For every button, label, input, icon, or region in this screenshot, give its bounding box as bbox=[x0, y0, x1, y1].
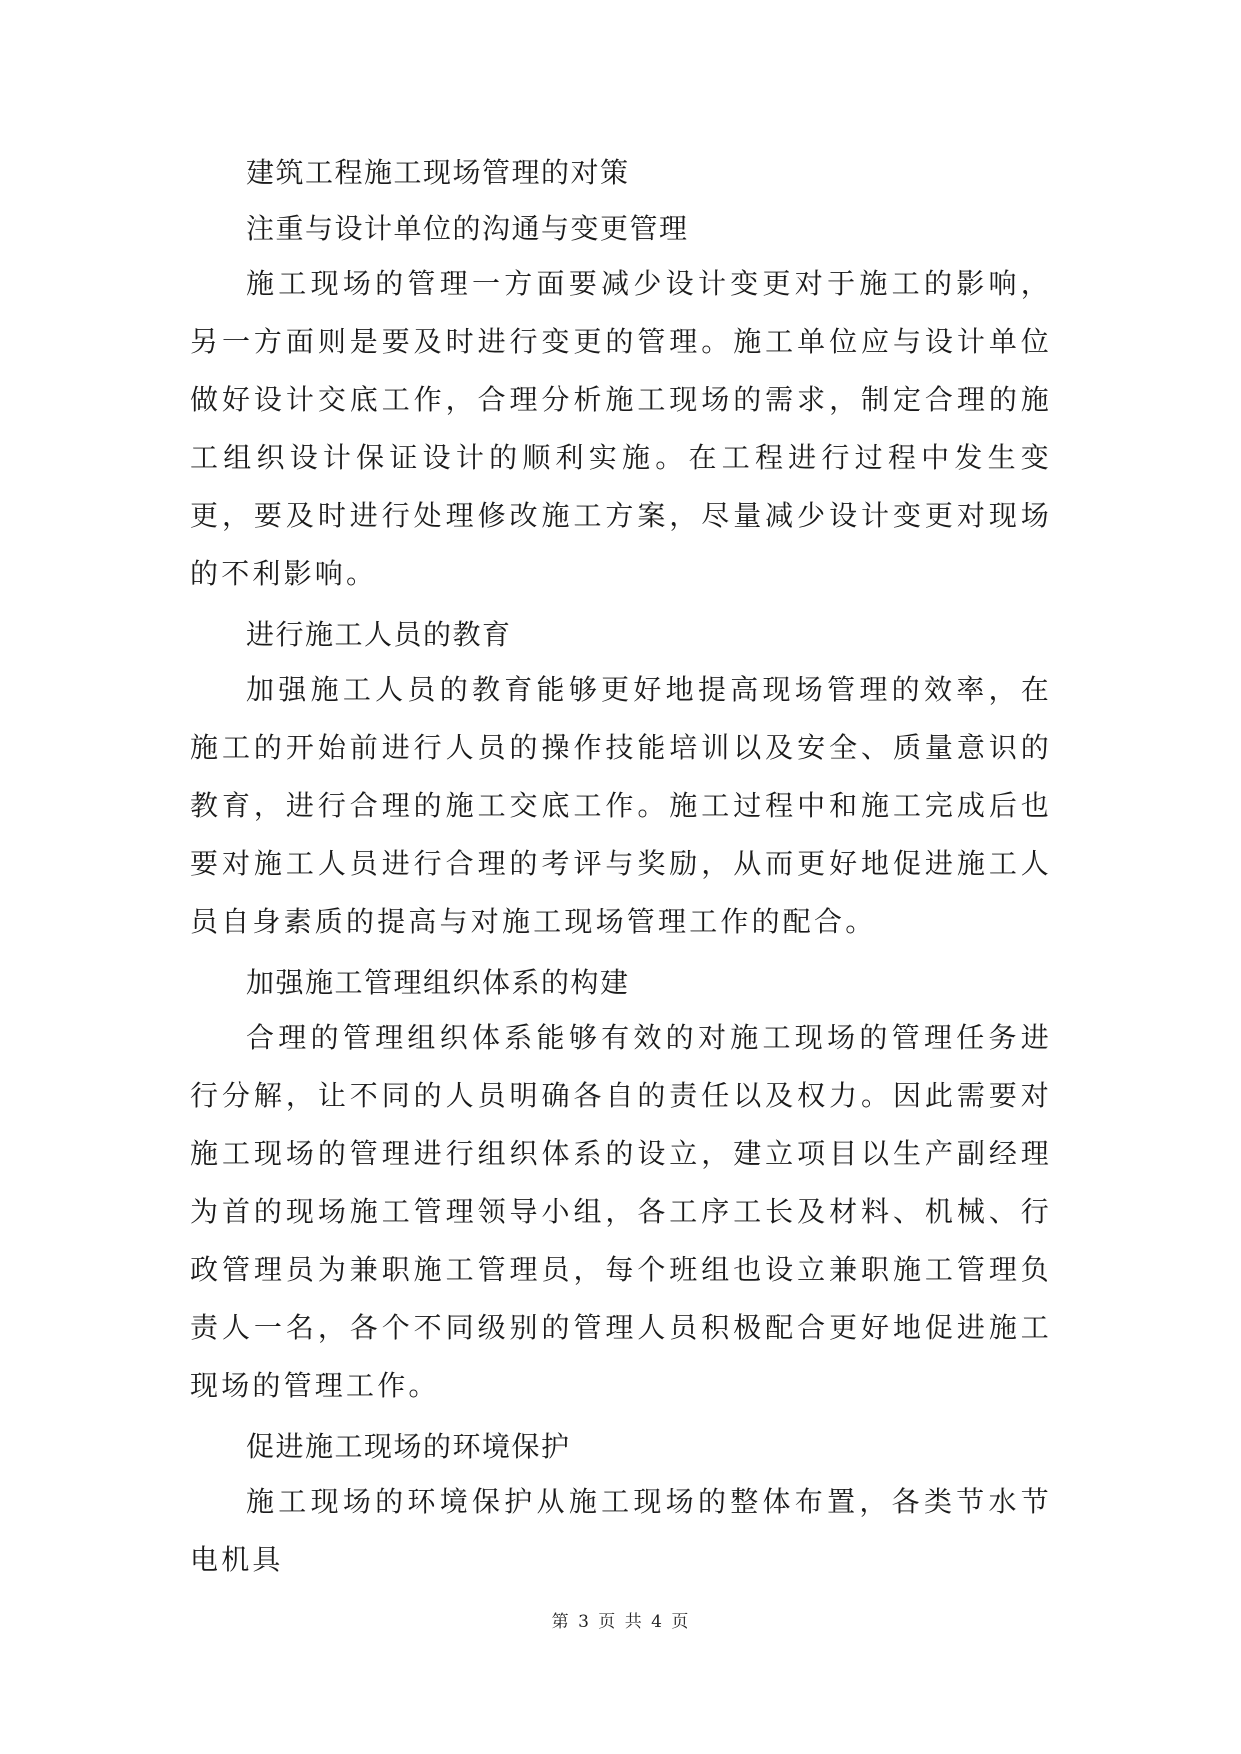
paragraph-staff-education: 加强施工人员的教育能够更好地提高现场管理的效率，在施工的开始前进行人员的操作技能培训以及安全、质量意识的教育，进行合理的施工交底工作。施工过程中和施工完成后也要对施工人员进行合理的考评与奖励，从而更好地促进施工人员自身素质的提高与对施工现场管理工作的配合。 bbox=[190, 673, 1052, 938]
section-heading-countermeasures: 建筑工程施工现场管理的对策 bbox=[246, 156, 630, 189]
paragraph-environment: 施工现场的环境保护从施工现场的整体布置，各类节水节电机具 bbox=[190, 1485, 1052, 1576]
document-body bbox=[190, 155, 1052, 1603]
paragraph-design-change: 施工现场的管理一方面要减少设计变更对于施工的影响，另一方面则是要及时进行变更的管理。施工单位应与设计单位做好设计交底工作，合理分析施工现场的需求，制定合理的施工组织设计保证设计的顺利实施。在工程进行过程中发生变更，要及时进行处理修改施工方案，尽量减少设计变更对现场的不利影响。 bbox=[190, 267, 1052, 590]
paragraph-organization: 合理的管理组织体系能够有效的对施工现场的管理任务进行分解，让不同的人员明确各自的责任以及权力。因此需要对施工现场的管理进行组织体系的设立，建立项目以生产副经理为首的现场施工管理领导小组，各工序工长及材料、机械、行政管理员为兼职施工管理员，每个班组也设立兼职施工管理负责人一名，各个不同级别的管理人员积极配合更好地促进施工现场的管理工作。 bbox=[190, 1021, 1052, 1402]
page-number-footer: 第 3 页 共 4 页 bbox=[551, 1612, 690, 1632]
section-heading-environment: 促进施工现场的环境保护 bbox=[246, 1430, 571, 1463]
section-heading-organization: 加强施工管理组织体系的构建 bbox=[246, 966, 630, 999]
section-heading-design-communication: 注重与设计单位的沟通与变更管理 bbox=[246, 212, 689, 245]
section-heading-staff-education: 进行施工人员的教育 bbox=[246, 618, 512, 651]
